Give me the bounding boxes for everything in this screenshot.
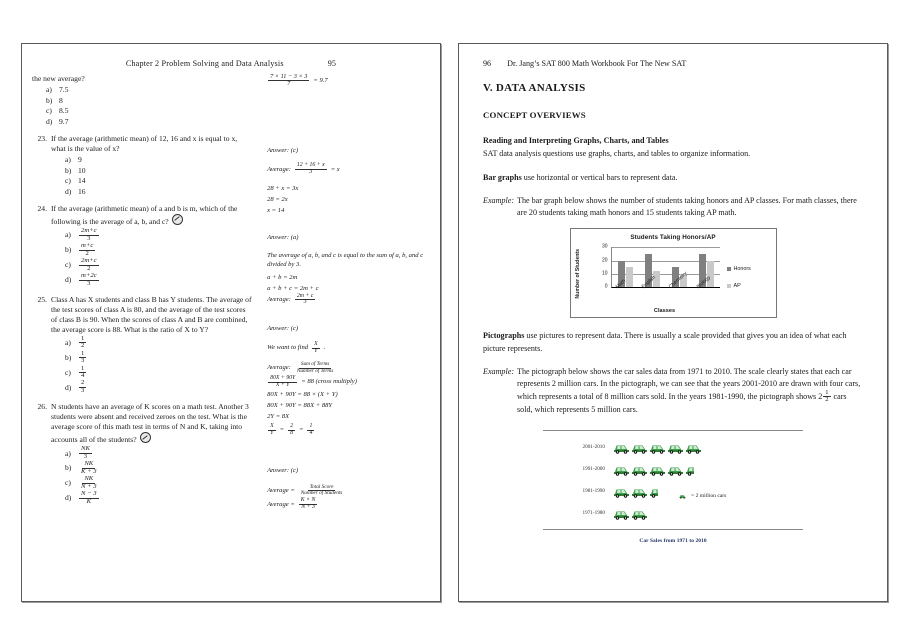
option-value: 8 [59,95,63,105]
fraction-numerator: Total Score [309,483,334,490]
bar-chart-container [483,228,863,318]
fraction-denominator: Y [314,347,318,354]
fraction-denominator: 7 [287,80,291,88]
carryover-stem: the new average? [32,74,85,83]
option-item[interactable] [65,228,253,242]
fraction-denominator: 4 [309,429,313,436]
question-options [51,155,253,197]
pictograph-caption: Car Sales from 1971 to 2010 [639,538,707,545]
question-text: If the average (arithmetic mean) of 12, 16 and x is equal to x, what is the value of x? [51,134,238,154]
work-fraction [268,74,309,88]
average-lead: Average = [267,500,295,508]
answer-25 [267,324,430,436]
question-body [51,134,253,197]
pictograph-icons [613,509,649,520]
legend-item-honors [727,265,751,273]
fraction-denominator: X + Y [275,381,290,388]
option-label: c) [65,176,71,186]
legend-swatch-icon [727,267,731,271]
option-value: 16 [78,186,86,196]
fraction-denominator: Number of Terms [296,367,334,374]
example-label-text: Example [483,196,512,206]
carryover-options [32,85,253,127]
car-icon [649,465,666,476]
legend-item-ap [727,282,751,290]
average-definition [267,362,430,374]
ratio-fraction [268,424,276,437]
fraction-denominator: 2 [81,342,85,350]
fraction-numerator: Sum of Terms [300,361,330,368]
option-item[interactable] [65,155,253,165]
option-label: c) [65,367,71,377]
fraction-numerator: 12 + 16 + x [296,162,325,169]
fraction-numerator: X [270,422,274,429]
car-icon [667,443,684,454]
option-item[interactable] [65,166,253,176]
question-body [51,402,253,505]
fraction-denominator: 3 [81,357,85,365]
option-fraction [79,228,99,242]
pictograph-row-label: 1991-2000 [582,466,605,473]
solution-line: 80X + 90Y = 88X + 88Y [267,402,333,410]
cross-multiply-expression [267,376,430,389]
car-icon [685,443,702,454]
option-label: a) [65,337,71,347]
pictograph-bottom-rule [543,529,803,530]
equals-sign: = [299,426,304,434]
fraction-denominator: Y [270,429,274,436]
fraction-numerator: NK [84,460,94,468]
fraction-numerator: 2 [81,379,85,387]
car-icon [631,443,648,454]
example-text [517,366,863,416]
question-26 [32,402,253,505]
example-label: Example: [483,196,515,206]
average-fraction [295,294,315,307]
no-calculator-icon [172,214,183,225]
option-label: d) [65,275,72,284]
option-label: c) [46,106,52,116]
pictograph-text: use pictures to represent data. There is usually a scale provided that gives you an idea of what each picture represents. [483,331,847,353]
option-fraction [79,336,86,350]
option-item[interactable] [65,243,253,257]
pictograph-term: Pictographs [483,331,525,341]
bar-graph-paragraph [483,172,863,184]
option-item[interactable] [46,106,253,116]
solution-line: 28 + x = 3x [267,184,299,192]
fraction-numerator: N − 3 [81,489,97,497]
option-item[interactable] [65,491,253,505]
car-icon [631,487,648,498]
book-title: Dr. Jang’s SAT 800 Math Workbook For The New SAT [507,59,687,68]
average-lead: Average: [267,296,291,304]
key-car-icon [679,494,686,499]
fraction-denominator: N + 3 [81,482,97,490]
option-label: b) [65,352,72,362]
answer-average-expression [267,163,430,176]
option-value: 14 [78,176,86,186]
solution-line: x = 14 [267,206,285,214]
example-text-part-a: The pictograph below shows the car sales data from 1971 to 2010. The scale clearly states that each car represents 2 million cars. In the pictograph, we can see that the years 2001-2010 are drawn with four cars, which represents a total of 8 million cars sold. In the years 1981-1990, the pictograph shows 2 [517,366,861,401]
answer-label: Answer: (c) [267,325,299,333]
question-number: 25. [37,294,47,304]
question-number: 24. [37,204,47,214]
option-fraction [79,258,99,272]
right-page-number: 96 [483,59,492,68]
question-25 [32,295,253,395]
car-icon-half [685,465,694,476]
option-fraction [79,461,99,475]
right-page-header [459,44,887,68]
option-item[interactable] [65,273,253,287]
equals-sign: = [279,426,285,434]
bar-graph-text: use horizontal or vertical bars to represent data. [521,172,678,182]
car-icon [613,487,630,498]
question-number: 23. [37,134,47,144]
legend-label: AP [733,282,741,289]
example-1 [483,195,863,219]
option-item[interactable] [46,96,253,106]
y-tick: 30 [601,243,608,250]
option-value: 10 [78,165,86,175]
fraction-numerator: K × N [300,497,316,504]
fraction-denominator: 4 [81,372,85,380]
fraction-denominator: N + 3 [301,504,315,511]
average-fraction [299,485,345,497]
topic-text: SAT data analysis questions use graphs, charts, and tables to organize information. [483,148,751,158]
car-icon-half [649,487,658,498]
right-page [458,43,888,602]
option-item[interactable] [65,446,253,460]
pictograph-chart [543,430,803,545]
question-text: N students have an average of K scores on a math test. Another 3 students were absent and received zeroes on the test. What is the average score of this math test in terms of N and K, taking into accounts all of the students? [51,402,249,445]
fraction-numerator: 1 [309,422,313,429]
solution-line: 2Y = 8X [267,413,290,421]
option-item[interactable] [65,351,253,365]
option-item[interactable] [65,187,253,197]
fraction-denominator: 3 [83,453,88,461]
option-fraction [79,491,99,505]
option-fraction [79,351,86,365]
chart-x-axis-label: Classes [653,308,676,315]
car-icon [613,465,630,476]
option-item[interactable] [65,476,253,490]
questions-column [26,74,253,511]
fraction-numerator: m+c [81,242,94,250]
fraction-numerator: NK [84,475,94,483]
fraction-denominator: 3 [309,168,313,175]
answer-23 [267,146,430,216]
car-icon [649,443,666,454]
option-fraction [79,476,99,490]
fraction-numerator: X [314,340,318,347]
answer-label: Answer: (c) [267,467,299,475]
goal-period: . [323,344,326,352]
option-item[interactable] [46,117,253,127]
option-value: 9.7 [59,116,69,126]
option-fraction [79,366,86,380]
concept-overviews-heading: CONCEPT OVERVIEWS [483,109,586,120]
fraction-denominator: 2 [825,396,829,404]
pictograph-row [543,481,803,503]
car-icon [631,509,648,520]
option-value: 7.5 [59,85,69,95]
question-body [51,204,253,287]
example-fraction [823,390,830,404]
chapter-title: Chapter 2 Problem Solving and Data Analysis [125,59,284,68]
fraction-numerator: 2 [290,422,293,429]
pictograph-row [543,503,803,525]
pictograph-row-label: 2001-2010 [582,444,605,451]
fraction-numerator: 1 [825,388,829,396]
chart-title: Students Taking Honors/AP [630,234,716,242]
question-body [51,295,253,395]
option-label: b) [65,165,72,175]
question-number: 26. [37,402,47,412]
solution-line: a + b + c = 2m + c [267,285,319,293]
option-fraction [79,243,95,257]
question-options [51,228,253,287]
ratio-fraction [288,424,295,437]
option-label: d) [65,382,72,392]
key-text: = 2 million cars [691,493,727,500]
car-icon [613,443,630,454]
fraction-numerator: m+2c [81,271,97,279]
x-tick: Biology [695,275,712,291]
question-options [51,336,253,395]
example-text-part-b: cars sold, which represents 5 million cars. [517,391,847,414]
fraction-denominator: 2 [87,264,91,272]
option-item[interactable] [65,366,253,380]
pictograph-icons [613,465,695,476]
answer-24 [267,233,430,306]
option-label: b) [65,245,72,255]
fraction-numerator: 1 [81,364,85,372]
option-label: d) [65,493,72,503]
ratio-result [267,424,430,437]
car-icon [667,465,684,476]
answer-prose: The average of a, b, and c is equal to the sum of a, b, and c divided by 3. [267,251,424,269]
x-tick: English [641,275,658,291]
fraction-numerator: 1 [81,334,85,342]
bar-graph-term: Bar graphs [483,172,522,182]
pictograph-row-label: 1971-1980 [582,510,605,517]
fraction-numerator: NK [81,445,90,453]
fraction-denominator: 8 [290,429,293,436]
legend-label: Honors [733,266,751,273]
y-tick: 0 [604,283,608,290]
option-label: a) [65,155,71,165]
question-text: Class A has X students and class B has Y students. The average of the test scores of class A is 80, and the average of the test scores of class B is 90. When the scores of class A and B are combined, the average score is 88. What is the ratio of X to Y? [51,294,252,334]
fraction-denominator: 3 [87,234,91,242]
pictograph-icons [613,443,703,454]
option-label: b) [46,95,53,105]
pictograph-row [543,459,803,481]
chart-legend [727,265,751,297]
average-fraction [295,362,335,374]
fraction-numerator: 2m + c [296,292,314,299]
option-fraction [79,380,86,394]
fraction-numerator: 80X + 90Y [270,374,296,381]
pictograph-rows [543,431,803,529]
option-value: 8.5 [59,106,69,116]
x-tick: Chemistry [667,270,689,291]
pictograph-row [543,437,803,459]
option-label: a) [65,448,71,458]
option-label: a) [46,85,52,95]
option-label: d) [46,116,53,126]
work-result: = 9.7 [313,76,328,84]
option-label: a) [65,230,71,240]
fraction-denominator: 2 [85,249,89,257]
example-label: Example: [483,366,515,376]
y-tick: 10 [601,270,608,277]
option-label: d) [65,186,72,196]
option-label: c) [65,478,71,488]
fraction-denominator: 3 [81,387,85,395]
solution-line: a + b = 2m [267,273,298,281]
answer-average-expression [267,294,430,307]
example-label-text: Example [483,366,512,376]
car-icon [631,465,648,476]
cross-fraction [268,376,297,389]
option-item[interactable] [46,85,253,95]
option-item[interactable] [65,336,253,350]
option-label: b) [65,463,72,473]
pictograph-key [679,492,726,500]
option-fraction [79,446,92,460]
cross-tail: = 88 (cross multiply) [301,378,357,386]
fraction-denominator: K [86,497,92,505]
left-page [21,43,441,602]
average-fraction [295,163,327,176]
question-23 [32,134,253,197]
chart-x-tick-labels [611,270,719,297]
fraction-numerator: 2m+c [81,256,97,264]
bar-chart [570,228,777,318]
solution-line: 80X + 90Y = 88 × (X + Y) [267,391,338,399]
example-2 [483,366,863,416]
ratio-fraction [307,424,314,437]
y-tick: 20 [601,256,608,263]
fraction-numerator: 7 × 11 − 3 × 3 [270,73,308,80]
goal-fraction [312,342,320,355]
chart-y-axis-ticks [593,243,609,291]
answer-label: Answer: (c) [267,146,299,154]
question-text: If the average (arithmetic mean) of a and b is m, which of the following is the average of a, b, and c? [51,204,238,227]
solution-line: 28 = 2x [267,195,288,203]
left-page-columns [22,68,440,511]
key-value: 2 million cars [695,493,727,500]
pictograph-row-label: 1981-1990 [582,488,605,495]
left-page-header [22,44,440,68]
left-page-number: 95 [327,59,337,68]
question-options [51,446,253,505]
legend-swatch-icon [727,284,731,288]
fraction-denominator: K + 3 [81,467,97,475]
no-calculator-icon [140,432,151,443]
section-title: V. DATA ANALYSIS [483,82,586,94]
option-item[interactable] [65,461,253,475]
fraction-numerator: 2m+c [81,227,97,235]
goal-text: We want to find [267,344,309,352]
answer-26 [267,466,430,511]
option-fraction [79,273,99,287]
average-solution [267,498,430,511]
fraction-denominator: 3 [303,299,307,306]
carryover-block [32,74,253,127]
chart-y-axis-label: Number of Students [574,249,581,299]
right-page-body [459,80,887,545]
answer-goal [267,342,430,355]
answers-column [253,74,430,511]
x-tick: Math [614,278,627,291]
example-text: The bar graph below shows the number of students taking honors and AP classes. For math classes, there are 20 students taking math honors and 15 students taking AP math. [517,196,857,218]
option-item[interactable] [65,380,253,394]
average-fraction [299,498,318,511]
average-lead: Average = [267,486,295,494]
car-icon [613,509,630,520]
pictograph-paragraph [483,330,863,354]
average-lead: Average: [267,165,291,173]
topic-heading: Reading and Interpreting Graphs, Charts, and Tables [483,135,669,145]
question-24 [32,204,253,287]
option-item[interactable] [65,258,253,272]
fraction-denominator: Number of Students [300,490,343,497]
option-label: c) [65,260,71,270]
fraction-denominator: 3 [87,279,91,287]
fraction-numerator: 1 [81,349,85,357]
average-lead: Average: [267,364,291,372]
average-tail: = x [330,165,340,173]
pictograph-icons [613,487,659,498]
answer-label: Answer: (a) [267,234,299,242]
option-item[interactable] [65,176,253,186]
average-definition [267,485,430,497]
carryover-work [267,74,430,88]
option-value: 9 [78,155,82,165]
